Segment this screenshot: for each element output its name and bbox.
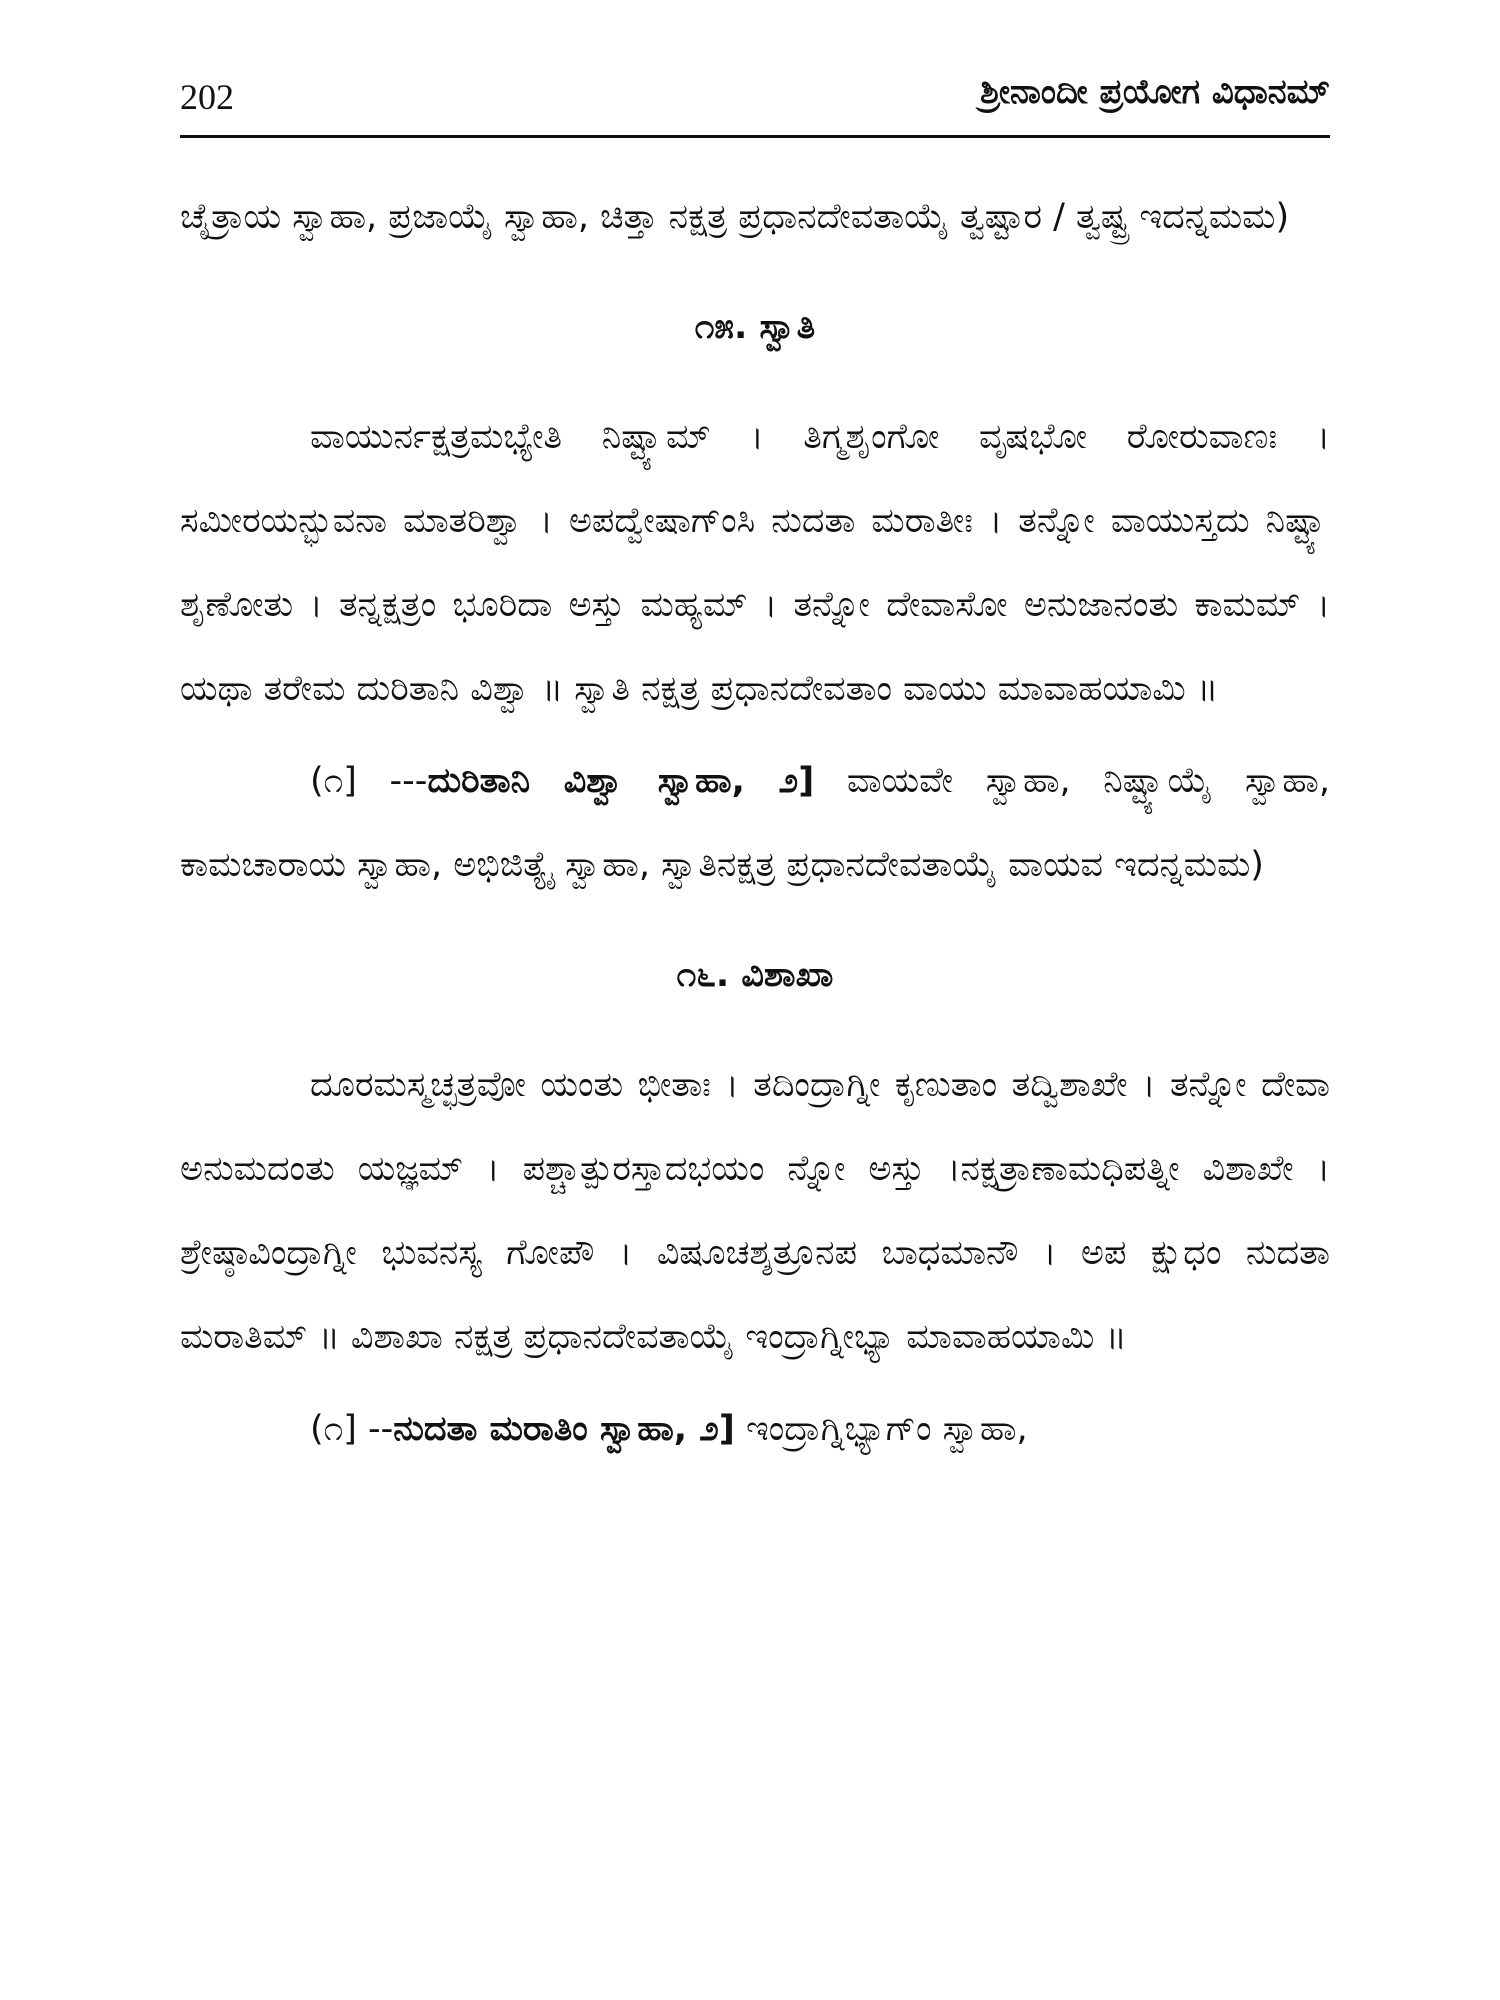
- paragraph-chitra-offering-end: ಚೈತ್ರಾಯ ಸ್ವಾಹಾ, ಪ್ರಜಾಯೈ ಸ್ವಾಹಾ, ಚಿತ್ತಾ ನಕ್ಷತ್ರ ಪ್ರಧಾನದೇವತಾಯೈ ತ್ವಷ್ಟಾರ / ತ್ವಷ್ಟ್ರ ಇದನ್ನಮಮ): [180, 197, 1290, 237]
- offering-lead: (೧] ---: [310, 761, 428, 801]
- paragraph-swati-offering: [180, 739, 1330, 907]
- paragraph-swati-mantra: ವಾಯುರ್ನಕ್ಷತ್ರಮಭ್ಯೇತಿ ನಿಷ್ಟ್ಯಾಮ್ । ತಿಗ್ಮಶೃಂಗೋ ವೃಷಭೋ ರೋರುವಾಣಃ । ಸಮೀರಯನ್ಭುವನಾ ಮಾತರಿಶ್ವಾ । ಅಪದ್ವೇಷಾಗ್‌ಂಸಿ ನುದತಾ ಮರಾತೀಃ । ತನ್ನೋ ವಾಯುಸ್ತದು ನಿಷ್ಟ್ಯಾ ಶೃಣೋತು । ತನ್ನಕ್ಷತ್ರಂ ಭೂರಿದಾ ಅಸ್ತು ಮಹ್ಯಮ್ । ತನ್ನೋ ದೇವಾಸೋ ಅನುಜಾನಂತು ಕಾಮಮ್ । ಯಥಾ ತರೇಮ ದುರಿತಾನಿ ವಿಶ್ವಾ ॥ ಸ್ವಾತಿ ನಕ್ಷತ್ರ ಪ್ರಧಾನದೇವತಾಂ ವಾಯು ಮಾವಾಹಯಾಮಿ ॥: [180, 417, 1330, 709]
- paragraph-vishakha-mantra: ದೂರಮಸ್ಮಚ್ಛತ್ರವೋ ಯಂತು ಭೀತಾಃ । ತದಿಂದ್ರಾಗ್ನೀ ಕೃಣುತಾಂ ತದ್ವಿಶಾಖೇ । ತನ್ನೋ ದೇವಾ ಅನುಮದಂತು ಯಜ್ಞಮ್ । ಪಶ್ಚಾತ್ಪುರಸ್ತಾದಭಯಂ ನ್ನೋ ಅಸ್ತು ।ನಕ್ಷತ್ರಾಣಾಮಧಿಪತ್ನೀ ವಿಶಾಖೇ । ಶ್ರೇಷ್ಠಾವಿಂದ್ರಾಗ್ನೀ ಭುವನಸ್ಯ ಗೋಪೌ । ವಿಷೂಚಶ್ಶತ್ರೂನಪ ಬಾಧಮಾನೌ । ಅಪ ಕ್ಷುಧಂ ನುದತಾ ಮರಾತಿಮ್ ॥ ವಿಶಾಖಾ ನಕ್ಷತ್ರ ಪ್ರಧಾನದೇವತಾಯೈ ಇಂದ್ರಾಗ್ನೀಭ್ಯಾ ಮಾವಾಹಯಾಮಿ ॥: [180, 1065, 1330, 1357]
- section-heading-swati: ೧೫. ಸ್ವಾತಿ: [694, 307, 816, 347]
- header-rule: [180, 135, 1330, 138]
- running-title: ಶ್ರೀನಾಂದೀ ಪ್ರಯೋಗ ವಿಧಾನಮ್: [980, 72, 1330, 112]
- paragraph-vishakha-offering: [180, 1387, 1330, 1471]
- page-body: [180, 175, 1330, 1471]
- offering-bold-text: ದುರಿತಾನಿ ವಿಶ್ವಾ ಸ್ವಾಹಾ, ೨]: [427, 761, 815, 801]
- section-heading-vishakha: ೧೬. ವಿಶಾಖಾ: [676, 955, 834, 995]
- offering-lead: (೧] --: [310, 1409, 394, 1449]
- page-header: [180, 68, 1330, 138]
- offering-text: ಇಂದ್ರಾಗ್ನಿಭ್ಯಾಗ್‌ಂ ಸ್ವಾಹಾ,: [734, 1409, 1028, 1449]
- page-number: 202: [180, 77, 234, 117]
- offering-text: ವಾಯವೇ ಸ್ವಾಹಾ, ನಿಷ್ಟ್ಯಾಯೈ ಸ್ವಾಹಾ, ಕಾಮಚಾರಾಯ ಸ್ವಾಹಾ, ಅಭಿಜಿತ್ಯೈ ಸ್ವಾಹಾ, ಸ್ವಾತಿನಕ್ಷತ್ರ ಪ್ರಧಾನದೇವತಾಯೈ ವಾಯವ ಇದನ್ನಮಮ): [180, 761, 1330, 885]
- offering-bold-text: ನುದತಾ ಮರಾತಿಂ ಸ್ವಾಹಾ, ೨]: [393, 1409, 735, 1449]
